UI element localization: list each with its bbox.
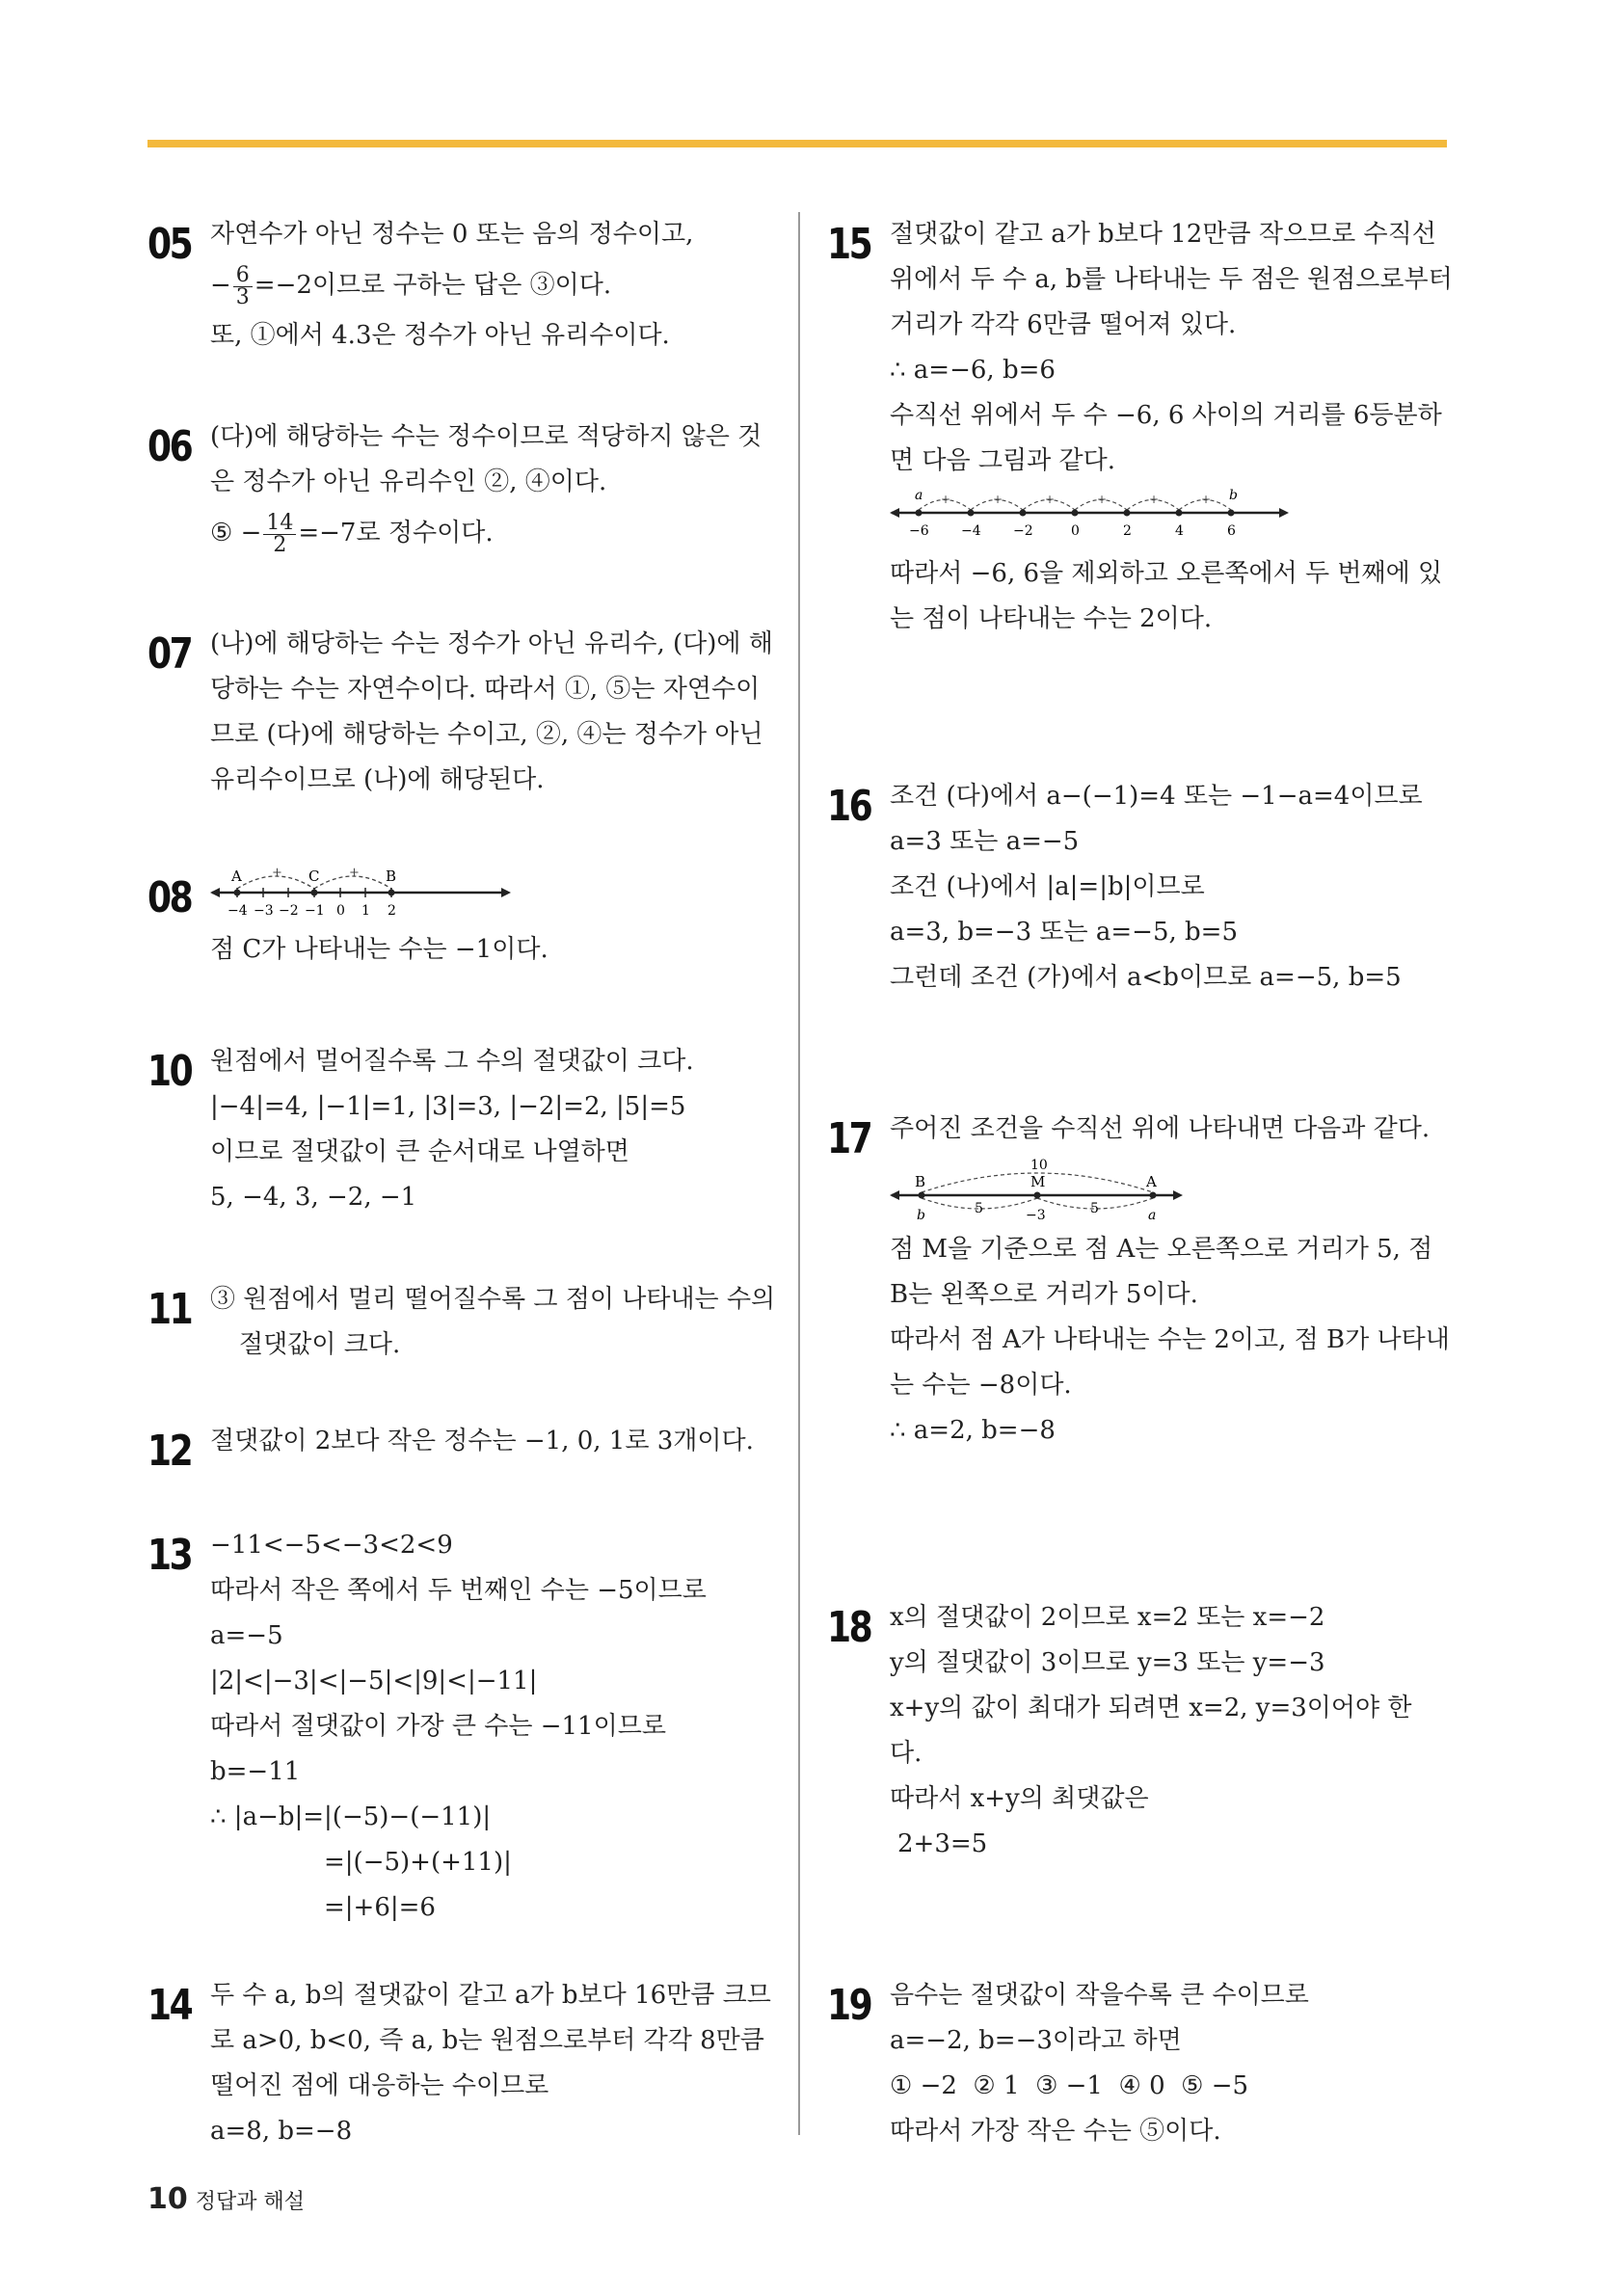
tick-label: 6 bbox=[1227, 523, 1236, 539]
problem-body bbox=[210, 1277, 774, 1368]
text-line: 음수는 절댓값이 작을수록 큰 수이므로 bbox=[890, 1981, 1309, 2010]
tick-label: 0 bbox=[1071, 523, 1080, 539]
point-label-c: C bbox=[308, 868, 320, 885]
tick-label: −1 bbox=[305, 903, 325, 919]
tick-label: −4 bbox=[961, 523, 981, 539]
point-label-a: A bbox=[1146, 1173, 1157, 1190]
problem-body bbox=[210, 1039, 774, 1220]
text-line: 또, ①에서 4.3은 정수가 아닌 유리수이다. bbox=[210, 321, 670, 350]
point bbox=[1020, 510, 1027, 517]
distance-label-half: 5 bbox=[1090, 1201, 1099, 1216]
text-line: b=−11 bbox=[210, 1757, 301, 1786]
text-line: 따라서 작은 쪽에서 두 번째인 수는 −5이므로 bbox=[210, 1576, 707, 1605]
text-line: 절댓값이 크다. bbox=[239, 1330, 401, 1359]
text-line: 따라서 가장 작은 수는 ⑤이다. bbox=[890, 2117, 1221, 2146]
equal-mark: + bbox=[1149, 493, 1160, 506]
arrow-right-icon bbox=[1173, 1190, 1183, 1200]
text-line: =|(−5)+(+11)| bbox=[324, 1848, 512, 1877]
problem-body bbox=[210, 1419, 774, 1464]
page-number: 10 bbox=[147, 2182, 188, 2216]
text-line: a=−5 bbox=[210, 1621, 283, 1650]
text-line: 따라서 절댓값이 가장 큰 수는 −11이므로 bbox=[210, 1712, 666, 1741]
text-line: 점 C가 나타내는 수는 −1이다. bbox=[210, 935, 548, 964]
point-b bbox=[919, 1192, 925, 1199]
text-line: |−4|=4, |−1|=1, |3|=3, |−2|=2, |5|=5 bbox=[210, 1092, 686, 1121]
point-a bbox=[1150, 1192, 1157, 1199]
text-line bbox=[210, 257, 774, 313]
text-line: 2+3=5 bbox=[897, 1829, 988, 1858]
minus-sign: − bbox=[210, 271, 231, 300]
point bbox=[1072, 510, 1079, 517]
problem-number: 08 bbox=[147, 873, 192, 922]
text-line: 면 다음 그림과 같다. bbox=[890, 446, 1115, 475]
header-accent-bar bbox=[147, 140, 1447, 147]
arrow-left-icon bbox=[890, 1190, 899, 1200]
text-line: y의 절댓값이 3이므로 y=3 또는 y=−3 bbox=[890, 1648, 1325, 1677]
text-line: 조건 (다)에서 a−(−1)=4 또는 −1−a=4이므로 bbox=[890, 782, 1423, 811]
point-a bbox=[234, 890, 241, 896]
text-line: 므로 (다)에 해당하는 수이고, ②, ④는 정수가 아닌 bbox=[210, 720, 763, 749]
equal-mark: + bbox=[1045, 493, 1056, 506]
text-line: (다)에 해당하는 수는 정수이므로 적당하지 않은 것 bbox=[210, 422, 762, 451]
problem-body bbox=[210, 212, 774, 359]
problem-number: 07 bbox=[147, 629, 192, 679]
number-line-figure bbox=[890, 484, 1454, 551]
number-line-figure bbox=[210, 856, 774, 923]
page-footer bbox=[147, 2182, 305, 2216]
text-run: ⑤ − bbox=[210, 519, 262, 547]
text-line: 은 정수가 아닌 유리수인 ②, ④이다. bbox=[210, 467, 607, 496]
text-line: 당하는 수는 자연수이다. 따라서 ①, ⑤는 자연수이 bbox=[210, 675, 761, 704]
text-line: 따라서 점 A가 나타내는 수는 2이고, 점 B가 나타내 bbox=[890, 1325, 1450, 1354]
distance-label-total: 10 bbox=[1030, 1158, 1048, 1173]
text-line: a=3 또는 a=−5 bbox=[890, 827, 1080, 856]
text-line: ③ 원점에서 멀리 떨어질수록 그 점이 나타내는 수의 bbox=[210, 1285, 776, 1314]
tick-label: 1 bbox=[361, 903, 370, 919]
numerator: 14 bbox=[263, 513, 296, 535]
problem-number: 11 bbox=[147, 1285, 192, 1334]
text-line: 거리가 각각 6만큼 떨어져 있다. bbox=[890, 310, 1237, 339]
problem-body bbox=[890, 1107, 1454, 1454]
text-line: =|+6|=6 bbox=[324, 1893, 436, 1922]
distance-label-half: 5 bbox=[975, 1201, 983, 1216]
text-line: 자연수가 아닌 정수는 0 또는 음의 정수이고, bbox=[210, 220, 694, 249]
problem-body bbox=[210, 414, 774, 561]
text-line: a=8, b=−8 bbox=[210, 2117, 353, 2146]
text-line: 그런데 조건 (가)에서 a<b이므로 a=−5, b=5 bbox=[890, 963, 1402, 992]
text-line: x의 절댓값이 2이므로 x=2 또는 x=−2 bbox=[890, 1603, 1325, 1632]
tick-label: −2 bbox=[279, 903, 299, 919]
point-label-b: B bbox=[915, 1173, 926, 1190]
problem-number: 10 bbox=[147, 1047, 192, 1096]
problem-number: 05 bbox=[147, 220, 192, 269]
text-line: a=3, b=−3 또는 a=−5, b=5 bbox=[890, 918, 1238, 947]
text-line: 유리수이므로 (나)에 해당된다. bbox=[210, 765, 545, 794]
equal-mark: + bbox=[349, 866, 360, 880]
arrow-left-icon bbox=[210, 888, 220, 897]
text-line: 떨어진 점에 대응하는 수이므로 bbox=[210, 2071, 549, 2100]
problem-body bbox=[890, 774, 1454, 1001]
problem-number: 17 bbox=[827, 1114, 871, 1163]
problem-body bbox=[890, 1973, 1454, 2154]
value-label-b: b bbox=[917, 1208, 925, 1223]
problem-body bbox=[890, 212, 1454, 642]
point-label-a: a bbox=[915, 488, 923, 503]
text-line: (나)에 해당하는 수는 정수가 아닌 유리수, (다)에 해 bbox=[210, 629, 773, 658]
arrow-right-icon bbox=[501, 888, 511, 897]
text-line: |2|<|−3|<|−5|<|9|<|−11| bbox=[210, 1667, 538, 1695]
text-line: 주어진 조건을 수직선 위에 나타내면 다음과 같다. bbox=[890, 1114, 1431, 1143]
text-line: 두 수 a, b의 절댓값이 같고 a가 b보다 16만큼 크므 bbox=[210, 1981, 771, 2010]
problem-number: 14 bbox=[147, 1981, 192, 2030]
point-label-b: b bbox=[1229, 488, 1238, 503]
text-line: 5, −4, 3, −2, −1 bbox=[210, 1183, 417, 1212]
column-divider bbox=[798, 212, 800, 2135]
equal-mark: + bbox=[941, 493, 951, 506]
point-a bbox=[916, 510, 923, 517]
point bbox=[1124, 510, 1131, 517]
text-run: =−7로 정수이다. bbox=[298, 519, 494, 547]
fraction bbox=[233, 262, 253, 309]
denominator: 3 bbox=[235, 284, 250, 309]
text-line: 절댓값이 2보다 작은 정수는 −1, 0, 1로 3개이다. bbox=[210, 1427, 754, 1455]
number-line-figure bbox=[890, 1152, 1454, 1227]
text-line: 다. bbox=[890, 1739, 923, 1768]
denominator: 2 bbox=[273, 532, 287, 557]
text-line: a=−2, b=−3이라고 하면 bbox=[890, 2026, 1182, 2055]
text-line: 는 수는 −8이다. bbox=[890, 1371, 1072, 1400]
problem-body bbox=[210, 622, 774, 803]
problem-body bbox=[890, 1595, 1454, 1867]
footer-label: 정답과 해설 bbox=[195, 2190, 306, 2214]
problem-number: 12 bbox=[147, 1427, 192, 1476]
tick-label: −6 bbox=[909, 523, 929, 539]
point-b bbox=[388, 890, 395, 896]
text-line: 로 a>0, b<0, 즉 a, b는 원점으로부터 각각 8만큼 bbox=[210, 2026, 764, 2055]
text-line: 이므로 절댓값이 큰 순서대로 나열하면 bbox=[210, 1137, 629, 1166]
fraction bbox=[263, 510, 296, 557]
text-line: 위에서 두 수 a, b를 나타내는 두 점은 원점으로부터 bbox=[890, 265, 1453, 294]
text-line: 따라서 x+y의 최댓값은 bbox=[890, 1784, 1149, 1813]
arrow-right-icon bbox=[1279, 508, 1289, 518]
point-label-a: A bbox=[231, 868, 242, 885]
text-line: ① −2 ② 1 ③ −1 ④ 0 ⑤ −5 bbox=[890, 2071, 1249, 2100]
arrow-left-icon bbox=[890, 508, 899, 518]
text-line: 원점에서 멀어질수록 그 수의 절댓값이 크다. bbox=[210, 1047, 694, 1076]
point-label-b: B bbox=[386, 868, 397, 885]
problem-body bbox=[210, 856, 774, 973]
tick-label: 2 bbox=[1123, 523, 1132, 539]
point-label-m: M bbox=[1030, 1173, 1046, 1190]
text-line: −11<−5<−3<2<9 bbox=[210, 1531, 453, 1560]
equal-mark: + bbox=[993, 493, 1003, 506]
text-run: =−2이므로 구하는 답은 ③이다. bbox=[254, 271, 612, 300]
equal-mark: + bbox=[1097, 493, 1108, 506]
problem-body bbox=[210, 1973, 774, 2154]
text-line bbox=[210, 505, 774, 561]
tick-label: −4 bbox=[227, 903, 248, 919]
problem-number: 06 bbox=[147, 422, 192, 471]
problem-number: 19 bbox=[827, 1981, 871, 2030]
text-line: 점 M을 기준으로 점 A는 오른쪽으로 거리가 5, 점 bbox=[890, 1235, 1433, 1264]
text-line: ∴ a=2, b=−8 bbox=[890, 1416, 1056, 1445]
value-label-m: −3 bbox=[1026, 1208, 1046, 1223]
text-line: 따라서 −6, 6을 제외하고 오른쪽에서 두 번째에 있 bbox=[890, 559, 1443, 588]
problem-body bbox=[210, 1523, 774, 1931]
numerator: 6 bbox=[233, 265, 253, 287]
text-line: B는 왼쪽으로 거리가 5이다. bbox=[890, 1280, 1198, 1309]
equal-mark: + bbox=[272, 866, 282, 880]
problem-number: 15 bbox=[827, 220, 871, 269]
point bbox=[1176, 510, 1183, 517]
text-line: ∴ |a−b|=|(−5)−(−11)| bbox=[210, 1802, 492, 1831]
point-m bbox=[1034, 1192, 1041, 1199]
value-label-a: a bbox=[1148, 1208, 1157, 1223]
text-line: ∴ a=−6, b=6 bbox=[890, 356, 1056, 385]
equal-mark: + bbox=[1201, 493, 1212, 506]
text-line: 수직선 위에서 두 수 −6, 6 사이의 거리를 6등분하 bbox=[890, 401, 1442, 430]
number-line-svg bbox=[890, 1152, 1198, 1227]
tick-label: −2 bbox=[1013, 523, 1033, 539]
tick-label: 2 bbox=[388, 903, 396, 919]
problem-number: 16 bbox=[827, 782, 871, 831]
point-b bbox=[1228, 510, 1235, 517]
number-line-svg bbox=[210, 856, 519, 923]
point bbox=[968, 510, 975, 517]
problem-number: 13 bbox=[147, 1531, 192, 1580]
text-line: 는 점이 나타내는 수는 2이다. bbox=[890, 604, 1213, 633]
text-line: 절댓값이 같고 a가 b보다 12만큼 작으므로 수직선 bbox=[890, 220, 1436, 249]
tick-label: −3 bbox=[254, 903, 274, 919]
text-line: x+y의 값이 최대가 되려면 x=2, y=3이어야 한 bbox=[890, 1694, 1412, 1722]
point-c bbox=[311, 890, 318, 896]
number-line-svg bbox=[890, 484, 1295, 551]
tick-label: 4 bbox=[1175, 523, 1184, 539]
text-line: 조건 (나)에서 |a|=|b|이므로 bbox=[890, 872, 1205, 901]
problem-number: 18 bbox=[827, 1603, 871, 1652]
tick-label: 0 bbox=[336, 903, 345, 919]
